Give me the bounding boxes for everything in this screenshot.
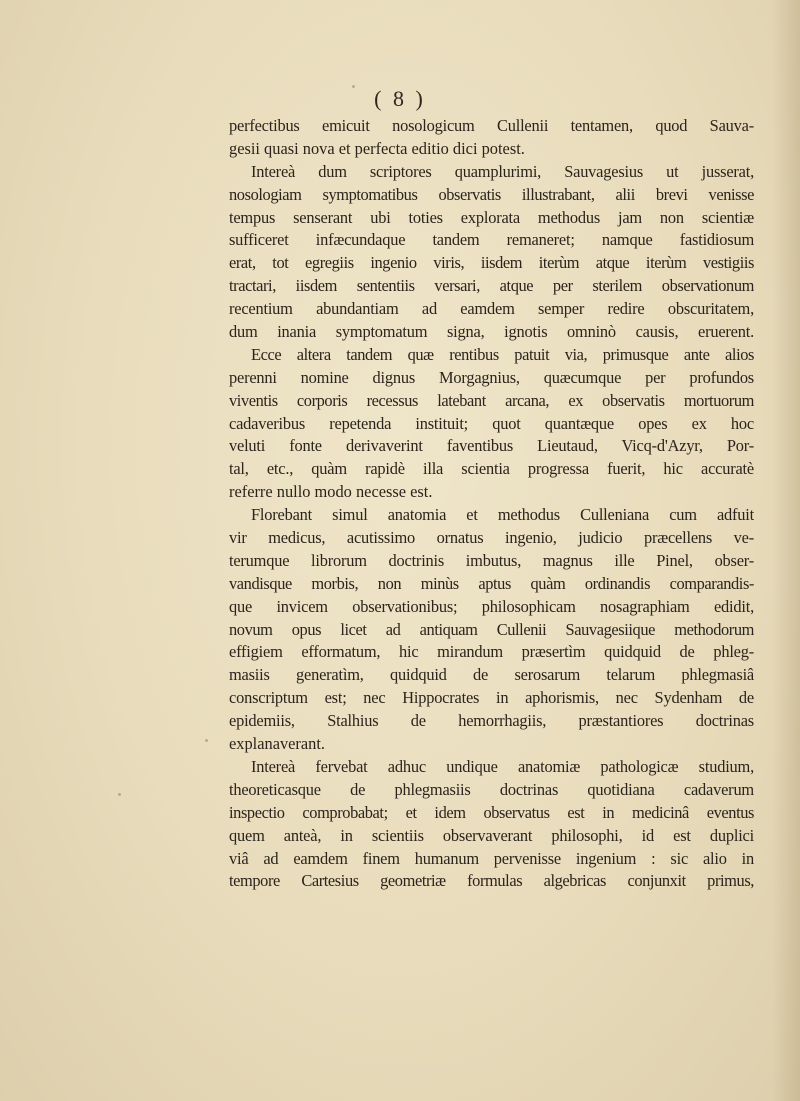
page-number: ( 8 ) [374,86,426,111]
text-line: referre nullo modo necesse est. [229,482,433,502]
text-line: vandisque morbis, non minùs aptus quàm ordinandis comparandis- [229,573,754,593]
text-line: perenni nomine dignus Morgagnius, quæcumque per profundos [229,367,754,387]
text-line: conscriptum est; nec Hippocrates in aphorismis, nec Sydenham de [229,688,754,708]
text-line: tempus senserant ubi toties explorata methodus jam non scientiæ [229,207,754,227]
text-line: theoreticasque de phlegmasiis doctrinas quotidiana cadaverum [229,779,754,799]
body-text [229,115,754,893]
text-line: Florebant simul anatomia et methodus Culleniana cum adfuit [251,505,754,525]
text-line: erat, tot egregiis ingenio viris, iisdem iterùm atque iterùm vestigiis [229,253,754,273]
text-line: terumque librorum doctrinis imbutus, magnus ille Pinel, obser- [229,550,754,570]
paper-speck [205,739,208,742]
text-line: nosologiam symptomatibus observatis illustrabant, alii brevi venisse [229,184,754,204]
text-line: vir medicus, acutissimo ornatus ingenio, judicio præcellens ve- [229,528,754,548]
text-line: viâ ad eamdem finem humanum pervenisse ingenium : sic alio in [229,848,754,868]
text-line: perfectibus emicuit nosologicum Cullenii tentamen, quod Sauva- [229,116,754,135]
text-line: tempore Cartesius geometriæ formulas algebricas conjunxit primus, [229,871,754,891]
text-line: Intereà fervebat adhuc undique anatomiæ pathologicæ studium, [251,756,754,776]
text-line: inspectio comprobabat; et idem observatus est in medicinâ eventus [229,802,754,822]
text-line: epidemiis, Stalhius de hemorrhagiis, præstantiores doctrinas [229,711,754,731]
text-line: gesii quasi nova et perfecta editio dici potest. [229,138,525,158]
text-line: viventis corporis recessus latebant arcana, ex observatis mortuorum [229,390,754,410]
text-line: explanaverant. [229,734,326,754]
text-line: Ecce altera tandem quæ rentibus patuit via, primusque ante alios [251,344,754,364]
text-line: quem anteà, in scientiis observaverant philosophi, id est duplici [229,825,754,845]
text-line: tal, etc., quàm rapidè illa scientia progressa fuerit, hic accuratè [229,459,754,479]
text-line: que invicem observationibus; philosophicam nosagraphiam edidit, [229,596,754,616]
text-line: sufficeret infæcundaque tandem remaneret; namque fastidiosum [229,230,754,250]
text-line: tractari, iisdem sententiis versari, atque per sterilem observationum [229,276,754,296]
text-line: Intereà dum scriptores quamplurimi, Sauvagesius ut jusserat, [251,161,754,181]
text-line: effigiem efformatum, hic mirandum præsertìm quidquid de phleg- [229,642,754,662]
text-line: veluti fonte derivaverint faventibus Lieutaud, Vicq-d'Azyr, Por- [229,436,754,456]
paper-speck [118,793,121,796]
text-line: dum inania symptomatum signa, ignotis omninò causis, eruerent. [229,322,754,342]
text-line: cadaveribus repetenda instituit; quot quantæque opes ex hoc [229,413,754,433]
page-edge-shadow [772,0,800,1101]
text-line: masiis generatìm, quidquid de serosarum telarum phlegmasiâ [229,665,754,685]
text-line: novum opus licet ad antiquam Cullenii Sauvagesiique methodorum [229,619,754,639]
text-line: recentium abundantiam ad eamdem semper redire obscuritatem, [229,299,754,319]
